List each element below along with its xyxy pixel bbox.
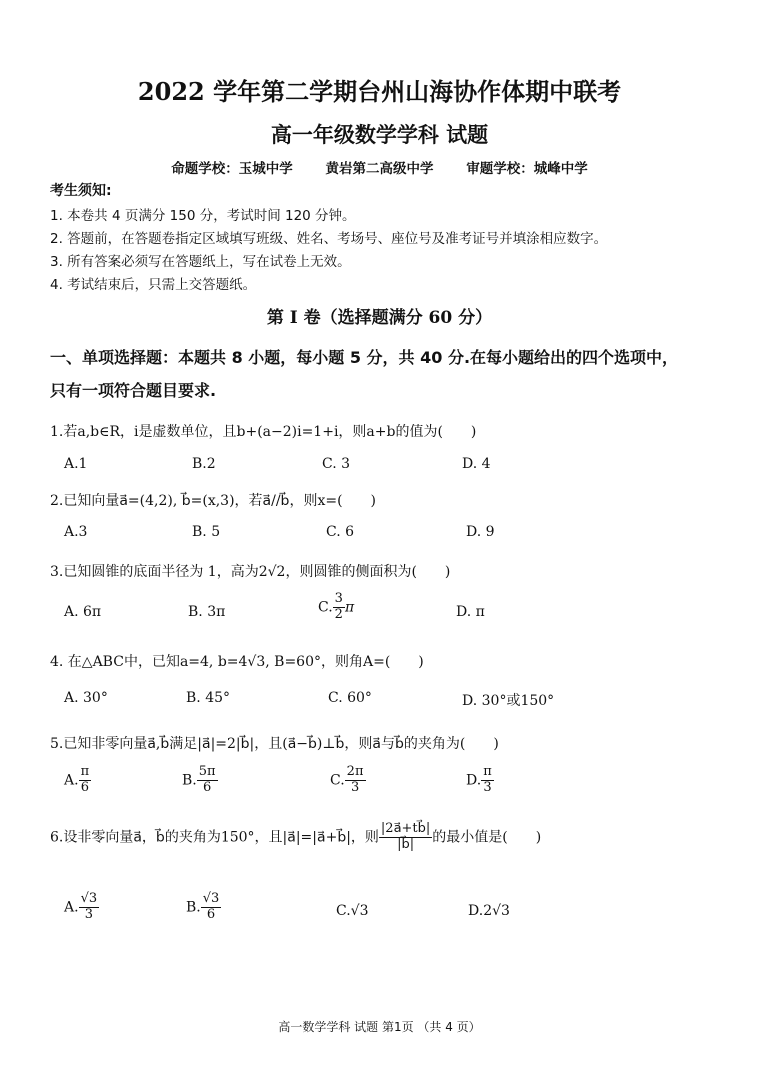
fraction: $\frac{\pi}{3}$ bbox=[483, 764, 492, 795]
notice-heading: 考生须知: bbox=[50, 183, 112, 199]
question-4-stem: 4. 在△ABC中，已知a=4, b=4√3, B=60°，则角A=( ) bbox=[50, 654, 424, 670]
question-3-option-d: D. π bbox=[456, 604, 485, 620]
question-3-option-a: A. 6π bbox=[64, 604, 102, 620]
question-1-option-d: D. 4 bbox=[462, 456, 491, 472]
notice-item: 1. 本卷共 4 页满分 150 分，考试时间 120 分钟。 bbox=[50, 208, 356, 224]
question-3-option-c: C. $\frac{3}{2}$ π bbox=[318, 591, 355, 622]
notice-item: 3. 所有答案必须写在答题纸上，写在试卷上无效。 bbox=[50, 254, 351, 270]
notice-item: 2. 答题前，在答题卷指定区域填写班级、姓名、考场号、座位号及准考证号并填涂相应数字。 bbox=[50, 231, 608, 247]
question-2-stem: 2.已知向量a⃗=(4,2), b⃗=(x,3)，若a⃗//b⃗，则x=( ) bbox=[50, 493, 376, 509]
page-footer: 高一数学学科 试题 第1页 （共 4 页） bbox=[278, 1020, 481, 1034]
question-1-option-a: A.1 bbox=[64, 456, 88, 472]
question-2-option-c: C. 6 bbox=[326, 524, 355, 540]
question-4-option-a: A. 30° bbox=[64, 690, 108, 706]
question-6-stem: 6.设非零向量a⃗，b⃗的夹角为150°，且|a⃗|=|a⃗+b⃗|，则 $\frac{|2a⃗+tb⃗|}{|b⃗|}$ 的最小值是( ) bbox=[50, 821, 542, 852]
section-instruction-line2: 只有一项符合题目要求. bbox=[50, 381, 217, 400]
question-1-option-b: B.2 bbox=[192, 456, 216, 472]
question-6-option-c: C.√3 bbox=[336, 903, 369, 919]
question-2-option-d: D. 9 bbox=[466, 524, 495, 540]
question-5-option-c: C. $\frac{2\pi}{3}$ bbox=[330, 764, 364, 795]
fraction: $\frac{3}{2}$ bbox=[334, 591, 343, 622]
option-label: C. bbox=[318, 599, 333, 616]
exam-subtitle: 高一年级数学学科 试题 bbox=[270, 122, 489, 147]
fraction: $\frac{√3}{3}$ bbox=[80, 891, 98, 922]
question-5-stem: 5.已知非零向量a⃗,b⃗满足|a⃗|=2|b⃗|，且(a⃗−b⃗)⊥b⃗，则a⃗与b⃗的夹角为( ) bbox=[50, 736, 499, 752]
fraction: $\frac{5\pi}{6}$ bbox=[198, 764, 216, 795]
question-1-option-c: C. 3 bbox=[322, 456, 351, 472]
question-6-option-b: B. $\frac{√3}{6}$ bbox=[186, 891, 220, 922]
question-5-option-b: B. $\frac{5\pi}{6}$ bbox=[182, 764, 216, 795]
question-5-option-d: D. $\frac{\pi}{3}$ bbox=[466, 764, 492, 795]
school-co-proposer: 黄岩第二高级中学 bbox=[325, 161, 434, 177]
school-info bbox=[0, 157, 759, 177]
question-3-stem: 3.已知圆锥的底面半径为 1，高为2√2，则圆锥的侧面积为( ) bbox=[50, 564, 451, 580]
exam-title: 2022 学年第二学期台州山海协作体期中联考 bbox=[137, 77, 622, 106]
section-instruction-line1: 一、单项选择题：本题共 8 小题，每小题 5 分，共 40 分.在每小题给出的四个选项中， bbox=[50, 348, 679, 367]
question-4-option-c: C. 60° bbox=[328, 690, 372, 706]
question-4-option-b: B. 45° bbox=[186, 690, 231, 706]
question-6-option-a: A. $\frac{√3}{3}$ bbox=[64, 891, 98, 922]
fraction: $\frac{|2a⃗+tb⃗|}{|b⃗|}$ bbox=[380, 821, 431, 852]
question-1-stem: 1.若a,b∈R，i是虚数单位，且b+(a−2)i=1+i，则a+b的值为( ) bbox=[50, 424, 477, 440]
question-2-option-b: B. 5 bbox=[192, 524, 221, 540]
school-reviewer: 审题学校：城峰中学 bbox=[466, 161, 588, 177]
question-5-option-a: A. $\frac{\pi}{6}$ bbox=[64, 764, 90, 795]
question-6-option-d: D.2√3 bbox=[468, 903, 510, 919]
notice-item: 4. 考试结束后，只需上交答题纸。 bbox=[50, 277, 257, 293]
school-proposer: 命题学校：玉城中学 bbox=[171, 161, 293, 177]
question-2-option-a: A.3 bbox=[64, 524, 88, 540]
question-3-option-b: B. 3π bbox=[188, 604, 226, 620]
fraction: $\frac{\pi}{6}$ bbox=[80, 764, 90, 795]
question-4-option-d: D. 30°或150° bbox=[462, 693, 555, 709]
fraction: $\frac{2\pi}{3}$ bbox=[346, 764, 364, 795]
volume-title: 第 I 卷（选择题满分 60 分） bbox=[266, 308, 493, 328]
fraction: $\frac{√3}{6}$ bbox=[202, 891, 220, 922]
